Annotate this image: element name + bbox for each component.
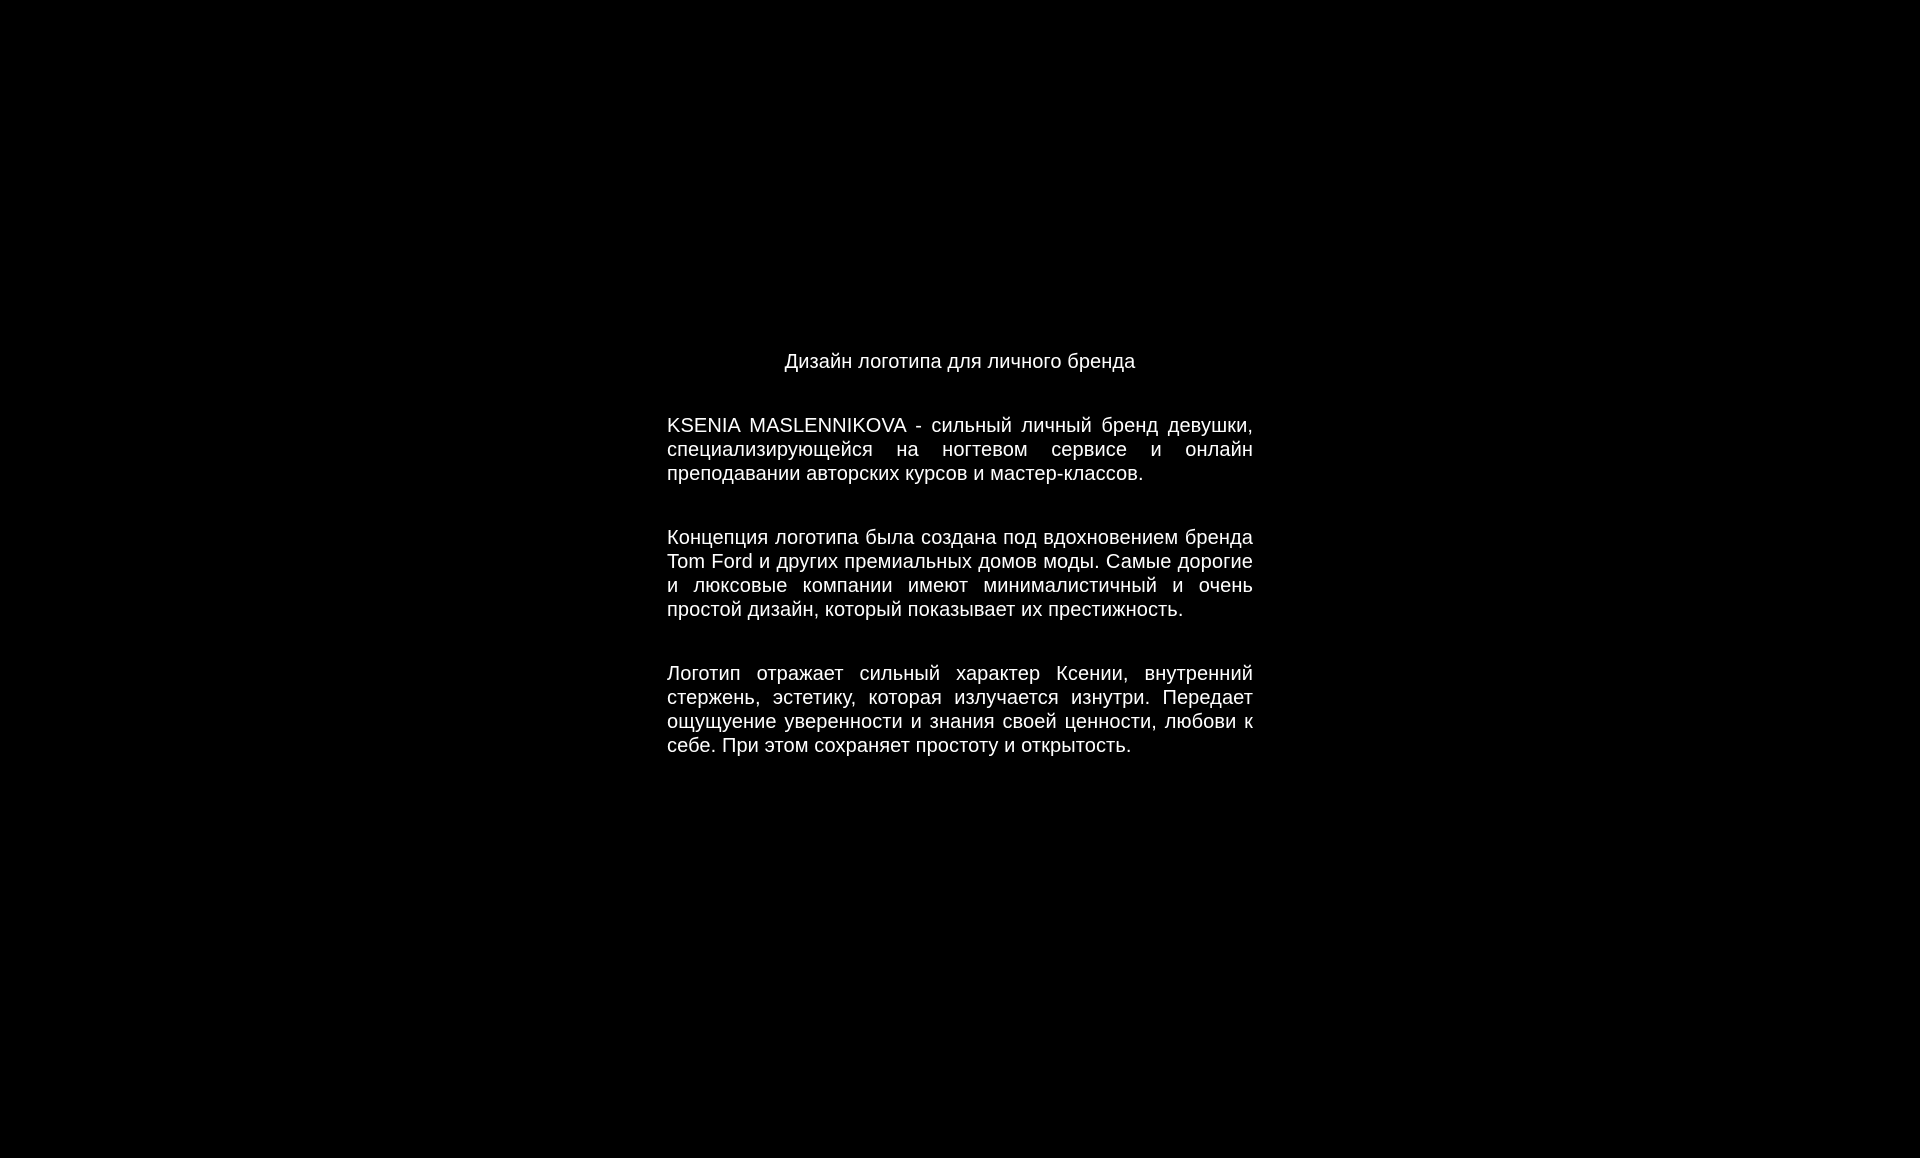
paragraph-logo-concept: Концепция логотипа была создана под вдохновением бренда Tom Ford и других премиальных домов моды. Самые дорогие и люксовые компании имеют минималистичный и очень простой дизайн, который показывает их престижность.: [667, 527, 1253, 621]
paragraph-brand-intro: KSENIA MASLENNIKOVA - сильный личный бренд девушки, специализирующейся на ногтевом сервисе и онлайн преподавании авторских курсов и мастер-классов.: [667, 415, 1253, 485]
document-title: Дизайн логотипа для личного бренда: [784, 351, 1136, 373]
paragraph-logo-meaning: Логотип отражает сильный характер Ксении, внутренний стержень, эстетику, которая излучается изнутри. Передает ощущуение уверенности и знания своей ценности, любови к себе. При этом сохраняет простоту и открытость.: [667, 663, 1253, 757]
text-block: [667, 348, 1253, 758]
